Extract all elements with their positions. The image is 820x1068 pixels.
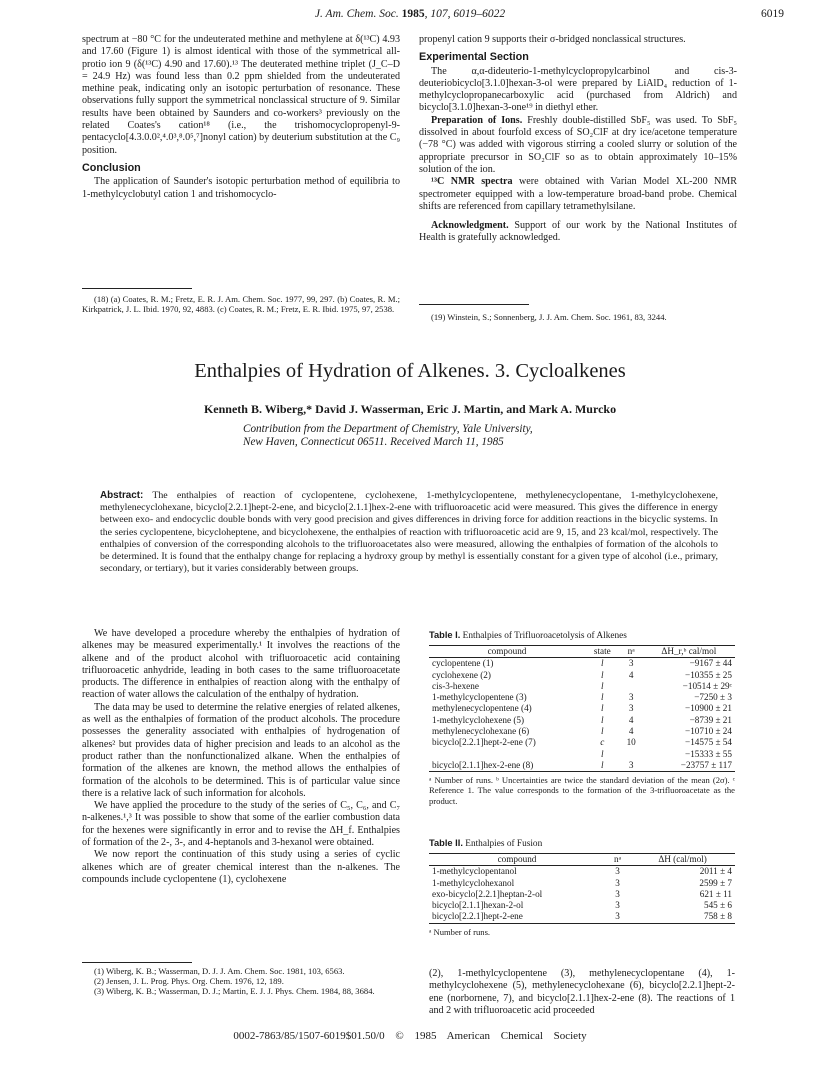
- table-cell: bicyclo[2.2.1]hept-2-ene: [432, 911, 523, 922]
- table-cell: [620, 749, 643, 760]
- abstract-label: Abstract:: [100, 490, 144, 501]
- table-row: [429, 911, 735, 923]
- body-paragraph-3: We have applied the procedure to the study of the series of C₅, C₆, and C₇ n-alkenes.¹,³ It was possible to show that some of the earlier combustion data for the hexenes were significantly in error and to revise the ΔH_f. Enthalpies of formation of the 2-, 3-, and 4-heptanols and 3-hexanol were obtained.: [82, 800, 400, 849]
- experimental-text: The α,α-dideuterio-1-methylcyclopropylcarbinol and cis-3-deuteriobicyclo[3.1.0]hexan-3-ol were prepared by LiAlD₄ reduction of 1-methylcyclopropanecarboxylic acid (purchased from Aldrich) and bicyclo[3.1.0]hexan-3-one¹⁹ in diethyl ether.: [419, 65, 737, 114]
- table-1-grid: [429, 645, 735, 772]
- table-cell: 4: [628, 714, 634, 725]
- table-cell: 3: [615, 911, 620, 922]
- table-cell: 545 ± 6: [703, 900, 732, 911]
- table-row: [429, 670, 735, 681]
- table-row: [429, 715, 735, 726]
- table-cell: −23757 ± 117: [680, 759, 732, 770]
- footnote-19-text: (19) Winstein, S.; Sonnenberg, J. J. Am. Chem. Soc. 1961, 83, 3244.: [431, 312, 667, 322]
- table-cell: 2599 ± 7: [699, 877, 732, 888]
- table-2-footnote: ᵃ Number of runs.: [429, 926, 491, 937]
- journal-name: J. Am. Chem. Soc.: [314, 8, 399, 20]
- table-cell: [620, 681, 643, 692]
- table-1-footnote: ᵃ Number of runs. ᵇ Uncertainties are twice the standard deviation of the mean (2σ). ᶜ Reference 1. The value corresponds to the formation of the 3-trifluoroacetate as the product.: [429, 775, 735, 806]
- table-cell: l: [601, 748, 604, 759]
- table-2-label: Table II.: [429, 838, 463, 848]
- table-cell: l: [601, 669, 604, 680]
- body-paragraph-2: The data may be used to determine the relative energies of related alkenes, as well as the enthalpies of formation of the product alcohols. The procedure possesses the generality associated with enthalpies of hydrogenation of alkenes² but provides data of higher precision and leads to an alcohol as the product rather than the nonfunctionalized alkane. When the enthalpies of formation of the alkenes are known, the method allows the enthalpies of formation of the alcohols to be determined. This is of particular value since there is a relative lack of such information for alcohols.: [82, 701, 400, 799]
- table-1-caption: [429, 630, 735, 642]
- table-cell: 3: [615, 877, 620, 888]
- body-footnotes: [82, 966, 400, 997]
- table-cell: −9167 ± 44: [689, 658, 732, 669]
- table-1-header-dh: ΔH_r,ᵇ cal/mol: [661, 646, 717, 656]
- table-cell: −10355 ± 25: [685, 669, 732, 680]
- table-cell: bicyclo[2.1.1]hexan-2-ol: [432, 900, 524, 911]
- conclusion-text: The application of Saunder's isotopic perturbation method of equilibria to 1-methylcyclobutyl cation 1 and trishomocyclo-: [82, 176, 400, 200]
- footnote-18-text: (18) (a) Coates, R. M.; Fretz, E. R. J. Am. Chem. Soc. 1977, 99, 297. (b) Coates, R. M.; Kirkpatrick, J. L. Ibid. 1970, 92, 4883. (c) Coates, R. M.; Fretz, E. R. Ibid. 1975, 97, 2538.: [82, 294, 400, 315]
- table-row: [429, 878, 735, 889]
- table-1-title: Enthalpies of Trifluoroacetolysis of Alkenes: [462, 631, 627, 641]
- table-2-grid: [429, 853, 735, 924]
- table-cell: c: [600, 737, 605, 748]
- table-row: [429, 900, 735, 911]
- footnote-3: (3) Wiberg, K. B.; Wasserman, D. J.; Martin, E. J. J. Phys. Chem. 1984, 88, 3684.: [94, 986, 375, 997]
- table-cell: −10710 ± 24: [685, 726, 732, 737]
- table-cell: l: [601, 692, 604, 703]
- table-cell: 621 ± 11: [699, 888, 732, 899]
- table-row: [429, 658, 735, 670]
- footer-code: 0002-7863/85/1507-6019$01.50/0: [233, 1030, 385, 1042]
- footnote-2: (2) Jensen, J. L. Prog. Phys. Org. Chem. 1976, 12, 189.: [94, 976, 284, 987]
- table-cell: bicyclo[2.2.1]hept-2-ene (7): [432, 737, 536, 748]
- table-cell: cyclohexene (2): [432, 669, 491, 680]
- acknowledgment-label: Acknowledgment.: [431, 220, 509, 232]
- journal-year: 1985: [401, 8, 425, 20]
- table-row: [429, 749, 735, 760]
- table-cell: 3: [628, 692, 634, 703]
- article-authors: Kenneth B. Wiberg,* David J. Wasserman, Eric J. Martin, and Mark A. Murcko: [203, 402, 617, 416]
- journal-volume-pages: 107, 6019–6022: [430, 8, 506, 20]
- table-2-body: [429, 866, 735, 923]
- table-cell: −14575 ± 54: [685, 737, 732, 748]
- table-cell: 10: [626, 737, 636, 748]
- table-1-header-row: [429, 646, 735, 658]
- table-1-body: [429, 658, 735, 772]
- nmr-label: ¹³C NMR spectra: [431, 176, 513, 188]
- affiliation: [243, 423, 533, 449]
- table-cell: 758 ± 8: [703, 911, 732, 922]
- preparation-label: Preparation of Ions.: [431, 114, 523, 126]
- table-row: [429, 866, 735, 878]
- table-cell: methylenecyclohexane (6): [432, 726, 530, 737]
- prev-article-right-column: [419, 34, 737, 245]
- table-cell: 3: [615, 888, 620, 899]
- table-cell: l: [601, 714, 604, 725]
- body-paragraph-4: We now report the continuation of this study using a series of cyclic alkenes which are of greater chemical interest than the n-alkenes. The compounds include cyclopentene (1), cyclohexene: [82, 849, 400, 885]
- table-1-header-compound: compound: [487, 646, 527, 656]
- table-row: [429, 737, 735, 748]
- footnote-18: [82, 294, 400, 314]
- table-cell: exo-bicyclo[2.2.1]heptan-2-ol: [432, 888, 543, 899]
- table-cell: −7250 ± 3: [694, 692, 732, 703]
- preparation-text: Freshly double-distilled SbF₅ was used. To SbF₅ dissolved in about fourfold excess of SO₂ClF at dry ice/acetone temperature (−78 °C) was added with vigorous stirring a cooled slurry or solution of the appropriate precursor in SO₂ClF so as to obtain approximately 10–15% solution of the ion.: [419, 114, 738, 175]
- page-footer: [0, 1030, 820, 1042]
- acknowledgment-paragraph: [419, 220, 737, 245]
- footnote-rule: [82, 288, 192, 289]
- prev-article-left-column: [82, 34, 400, 201]
- table-2-caption: [429, 838, 735, 850]
- table-cell: 1-methylcyclopentanol: [432, 866, 517, 877]
- footnote-rule-right: [419, 304, 529, 305]
- table-2-header-dh: ΔH (cal/mol): [658, 854, 707, 864]
- abstract: [100, 490, 718, 575]
- table-cell: bicyclo[2.1.1]hex-2-ene (8): [432, 759, 534, 770]
- footnote-19: [419, 312, 737, 322]
- table-1-header-n: nᵃ: [627, 646, 635, 656]
- table-cell: 3: [628, 759, 634, 770]
- table-cell: 1-methylcyclopentene (3): [432, 692, 527, 703]
- table-2-header-row: [429, 854, 735, 866]
- table-cell: 3: [628, 658, 634, 669]
- table-row: [429, 760, 735, 772]
- footnote-1: (1) Wiberg, K. B.; Wasserman, D. J. J. Am. Chem. Soc. 1981, 103, 6563.: [94, 966, 345, 976]
- table-cell: −8739 ± 21: [689, 714, 732, 725]
- table-1-header-state: state: [593, 646, 611, 656]
- table-cell: cyclopentene (1): [432, 658, 494, 669]
- table-cell: [429, 749, 585, 760]
- prev-article-paragraph: spectrum at −80 °C for the undeuterated methine and methylene at δ(¹³C) 4.93 and 17.60 (Figure 1) is almost identical with those of the symmetrical all-protio ion 9 (δ(¹³C) 4.90 and 17.60).¹³ The deuterated methine triplet (J_C–D = 24.9 Hz) was found less than 0.2 ppm shielded from the undeuterated methine peak, indicating only an isotopic perturbation of resonance. These observations fully support the symmetrical nonclassical structure of 9. Similar results have been obtained by Saunders and co-workers³ previously on the related Coates's cation¹⁸ (i.e., the trishomocyclopropenyl-9-pentacyclo[4.3.0.0²,⁴.0³,⁸.0⁵,⁷]nonyl cation) by deuterium substitution at the C₉ position.: [82, 34, 400, 156]
- table-cell: 3: [615, 866, 620, 877]
- prev-article-closing: propenyl cation 9 supports their σ-bridged nonclassical structures.: [419, 34, 686, 45]
- running-header: [0, 8, 820, 28]
- table-cell: 1-methylcyclohexanol: [432, 877, 515, 888]
- acknowledgment-text: Support of our work by the National Institutes of Health is gratefully acknowledged.: [419, 220, 737, 244]
- table-row: [429, 681, 735, 692]
- table-2-header-n: nᵃ: [614, 854, 622, 864]
- table-cell: l: [601, 680, 604, 691]
- table-cell: 2011 ± 4: [699, 866, 732, 877]
- body-right-column: [429, 968, 735, 1017]
- nmr-text: were obtained with Varian Model XL-200 NMR spectrometer equipped with a low-temperature broad-band probe. Chemical shifts are referenced from capillary tetramethylsilane.: [419, 176, 737, 212]
- footnote-rule-body: [82, 962, 192, 963]
- table-cell: l: [601, 703, 604, 714]
- table-row: [429, 692, 735, 703]
- table-row: [429, 889, 735, 900]
- table-cell: 1-methylcyclohexene (5): [432, 714, 525, 725]
- table-row: [429, 703, 735, 714]
- table-cell: −15333 ± 55: [685, 748, 732, 759]
- body-left-column: [82, 628, 400, 886]
- nmr-paragraph: [419, 176, 737, 213]
- article-title: Enthalpies of Hydration of Alkenes. 3. Cycloalkenes: [194, 360, 626, 382]
- table-cell: l: [601, 759, 604, 770]
- table-2-header-compound: compound: [497, 854, 537, 864]
- table-cell: l: [601, 658, 604, 669]
- body-paragraph-1: We have developed a procedure whereby the enthalpies of hydration of alkenes may be measured experimentally.¹ It involves the reactions of the alkene and of the product alcohol with trifluoroacetic acid containing trifluoroacetic anhydride, leading in both cases to the same trifluoroacetate products. The difference in enthalpies of reaction along with the enthalpy of reaction of water allows the calculation of the enthalpy of hydration.: [82, 628, 400, 701]
- footer-copyright: © 1985 American Chemical Society: [395, 1030, 587, 1042]
- conclusion-heading: Conclusion: [82, 161, 141, 174]
- table-cell: 4: [628, 726, 634, 737]
- table-1: [429, 630, 735, 806]
- page-number: 6019: [761, 8, 784, 20]
- body-right-paragraph: (2), 1-methylcyclopentene (3), methylenecyclopentane (4), 1-methylcyclohexene (5), methylenecyclohexane (6), bicyclo[2.2.1]hept-2-ene (norbornene, 7), and bicyclo[2.1.1]hex-2-ene (8). The reactions of 1 and 2 with trifluoroacetic acid proceeded: [429, 968, 735, 1016]
- table-cell: 3: [615, 900, 620, 911]
- experimental-heading: Experimental Section: [419, 51, 529, 64]
- table-cell: −10900 ± 21: [685, 703, 732, 714]
- affiliation-line-1: Contribution from the Department of Chemistry, Yale University,: [243, 423, 533, 435]
- abstract-text: The enthalpies of reaction of cyclopentene, cyclohexene, 1-methylcyclopentene, methylenecyclopentane, 1-methylcyclohexene, methylenecyclohexane, bicyclo[2.2.1]hept-2-ene, and bicyclo[2.1.1]hex-2-ene with trifluoroacetic acid were measured. This gives the difference in energy between exo- and endocyclic double bonds with very good precision and gives differences in driving force for addition reactions in the bicyclic systems. In the series cyclopentene, bicycloheptene, and bicyclohexene, the enthalpies of reaction with trifluoroacetic acid are 9, 15, and 23 kcal/mol, respectively. The enthalpies of conversion of the corresponding alcohols to the trifluoroacetates also were measured, allowing the enthalpies of formation of the alcohols to be determined. It is found that the enthalpy change for replacing a hydroxy group by methyl is essentially constant for a given type of alcohol (i.e., primary, secondary, or tertiary), but it varies considerably between groups.: [100, 490, 718, 575]
- table-cell: 3: [628, 703, 634, 714]
- table-cell: 4: [628, 669, 634, 680]
- table-cell: methylenecyclopentene (4): [432, 703, 532, 714]
- table-cell: l: [601, 726, 604, 737]
- table-2-title: Enthalpies of Fusion: [465, 839, 543, 849]
- table-row: [429, 726, 735, 737]
- table-2: [429, 838, 735, 937]
- journal-citation: J. Am. Chem. Soc. 1985, 107, 6019–6022: [314, 8, 506, 20]
- table-cell: −10514 ± 29ᶜ: [682, 680, 732, 691]
- preparation-paragraph: [419, 115, 737, 176]
- affiliation-line-2: New Haven, Connecticut 06511. Received March 11, 1985: [243, 436, 504, 449]
- table-cell: cis-3-hexene: [432, 680, 479, 691]
- table-1-label: Table I.: [429, 630, 461, 640]
